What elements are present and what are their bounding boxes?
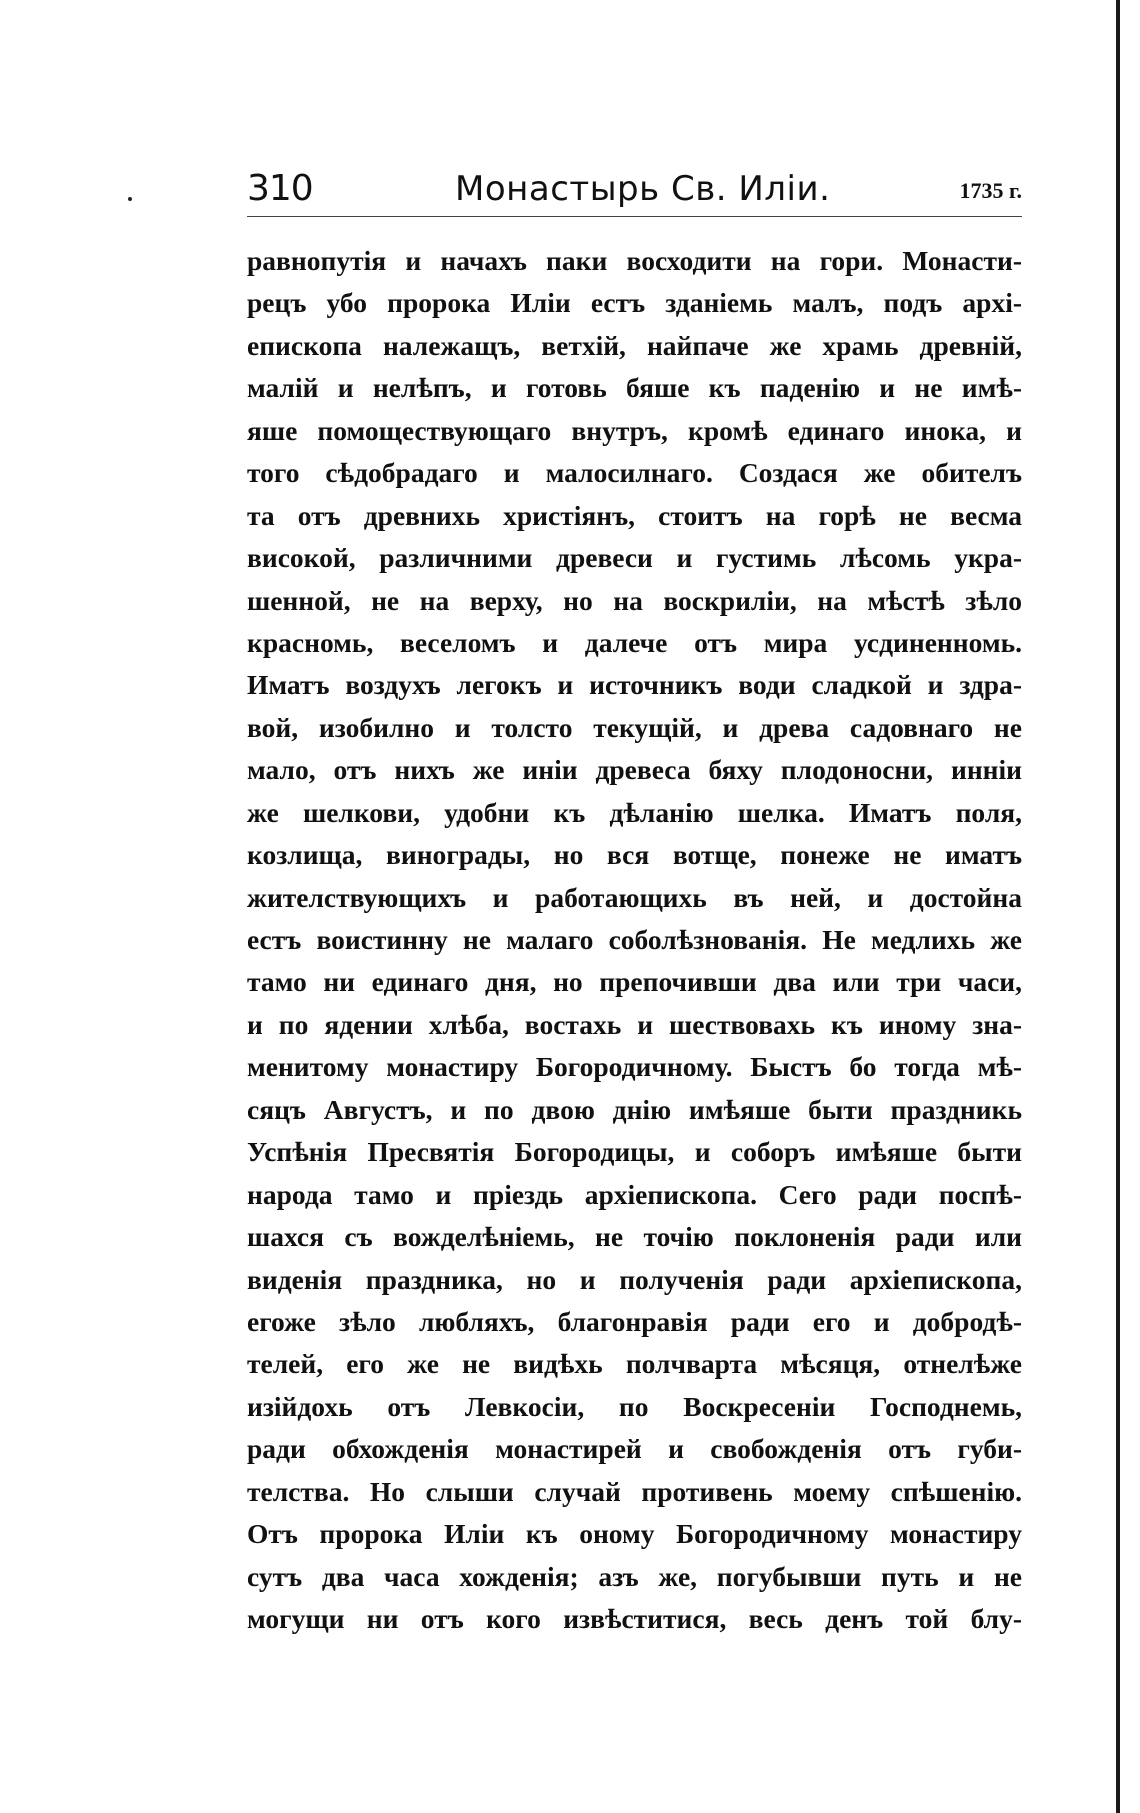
text-line: же шелкови, удобни къ дѣланію шелка. Иматъ поля, — [247, 796, 1022, 828]
stray-mark — [128, 197, 132, 201]
text-line: естъ воистинну не малаго соболѣзнованія. Не медлихь же — [247, 924, 1022, 955]
text-line: рецъ убо пророка Иліи естъ зданіемь малъ, подъ архі- — [247, 287, 1022, 319]
text-line: шенной, не на верху, но на воскриліи, на мѣстѣ зѣло — [247, 584, 1022, 616]
text-line: Отъ пророка Иліи къ оному Богородичному монастиру — [247, 1518, 1022, 1550]
text-line: високой, различними древеси и густимь лѣсомь укра- — [247, 542, 1022, 574]
text-line: того сѣдобрадаго и малосилнаго. Создася же обителъ — [247, 457, 1022, 489]
text-line: мало, отъ нихъ же иніи древеса бяху плодоносни, инніи — [247, 754, 1022, 786]
text-line: козлища, винограды, но вся вотще, понеже не иматъ — [247, 839, 1022, 871]
text-line: епископа належащъ, ветхій, найпаче же храмь древній, — [247, 329, 1022, 361]
year-label: 1735 г. — [959, 178, 1022, 203]
text-line: могущи ни отъ кого извѣститися, весь денъ той блу- — [247, 1603, 1022, 1634]
body-text — [247, 240, 1022, 1640]
text-line: равнопутія и начахъ паки восходити на гори. Монасти- — [247, 245, 1022, 276]
running-title: Монастырь Св. Иліи. — [455, 169, 831, 209]
text-line: и по ядении хлѣба, востахь и шествовахь къ иному зна- — [247, 1008, 1022, 1040]
text-line: Успѣнія Пресвятія Богородицы, и соборъ имѣяше быти — [247, 1136, 1022, 1168]
header-rule — [247, 216, 1022, 217]
text-line: егоже зѣло любляхъ, благонравія ради его и добродѣ- — [247, 1305, 1022, 1337]
text-line: тамо ни единаго дня, но препочивши два или три часи, — [247, 966, 1022, 998]
text-line: жителствующихъ и работающихь въ ней, и достойна — [247, 881, 1022, 913]
text-line: телства. Но слыши случай противень моему спѣшенію. — [247, 1475, 1022, 1507]
text-line: яше помоществующаго внутръ, кромѣ единаго инока, и — [247, 414, 1022, 446]
running-header — [247, 166, 1022, 212]
page-number: 310 — [247, 168, 313, 209]
text-line: виденія праздника, но и полученія ради архіепископа, — [247, 1263, 1022, 1295]
text-line: телей, его же не видѣхь полчварта мѣсяця, отнелѣже — [247, 1348, 1022, 1380]
text-line: вой, изобилно и толсто текущій, и древа садовнаго не — [247, 711, 1022, 743]
text-line: сяцъ Августъ, и по двою днію имѣяше быти праздникь — [247, 1093, 1022, 1125]
text-line: малій и нелѣпъ, и готовь бяше къ паденію и не имѣ- — [247, 372, 1022, 404]
text-line: ради обхожденія монастирей и свобожденія отъ губи- — [247, 1433, 1022, 1465]
text-line: та отъ древнихь христіянъ, стоитъ на горѣ не весма — [247, 499, 1022, 531]
text-line: менитому монастиру Богородичному. Быстъ бо тогда мѣ- — [247, 1051, 1022, 1083]
text-line: изійдохь отъ Левкосіи, по Воскресеніи Господнемь, — [247, 1390, 1022, 1422]
text-line: красномь, веселомъ и далече отъ мира усдиненномь. — [247, 626, 1022, 658]
text-line: сутъ два часа хожденія; азъ же, погубывши путь и не — [247, 1560, 1022, 1592]
text-line: Иматъ воздухъ легокъ и источникъ води сладкой и здра- — [247, 669, 1022, 701]
text-line: народа тамо и пріездь архіепископа. Сего ради поспѣ- — [247, 1178, 1022, 1210]
text-line: шахся съ вожделѣніемь, не точію поклоненія ради или — [247, 1221, 1022, 1253]
page-edge-shadow — [1116, 0, 1120, 1813]
